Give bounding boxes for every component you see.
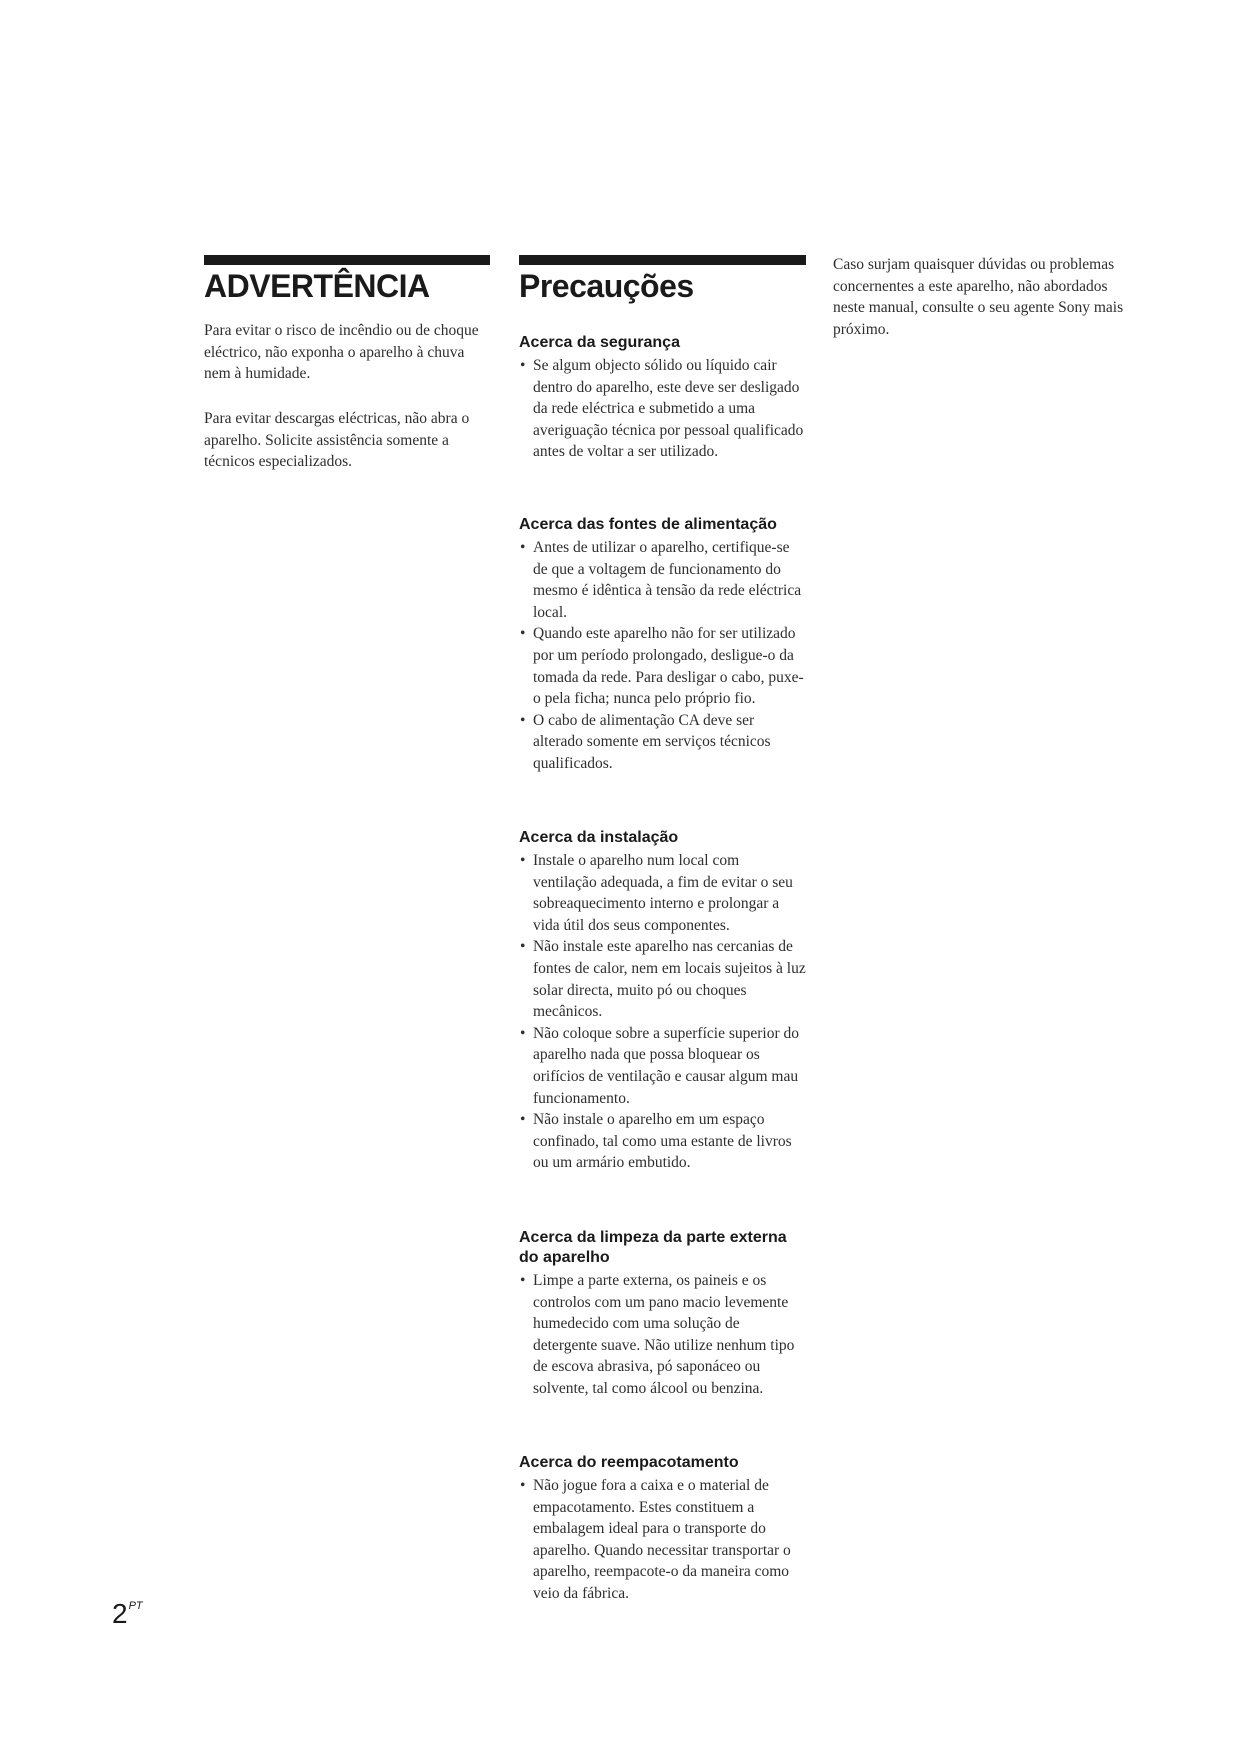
section-heading: Acerca das fontes de alimentação	[519, 516, 777, 533]
bullet-list	[519, 1475, 806, 1605]
bullet-list	[519, 537, 806, 775]
section-heading: Acerca da instalação	[519, 829, 679, 846]
list-item: • Limpe a parte externa, os paineis e os controlos com um pano macio levemente humedecido com uma solução de detergente suave. Não utilize nenhum tipo de escova abrasiva, pó saponáceo ou solvente, tal como álcool ou benzina.	[519, 1270, 806, 1400]
section-heading: Acerca da limpeza da parte externa do aparelho	[519, 1229, 787, 1266]
list-item: • Não jogue fora a caixa e o material de empacotamento. Estes constituem a embalagem ideal para o transporte do aparelho. Quando necessitar transportar o aparelho, reempacote-o da maneira como veio da fábrica.	[519, 1475, 806, 1605]
warning-paragraph-shock: Para evitar descargas eléctricas, não abra o aparelho. Solicite assistência somente a técnicos especializados.	[204, 410, 470, 470]
bullet-list	[519, 1270, 806, 1400]
list-item: • O cabo de alimentação CA deve ser alterado somente em serviços técnicos qualificados.	[519, 710, 806, 775]
contact-note: Caso surjam quaisquer dúvidas ou problemas concernentes a este aparelho, não abordados neste manual, consulte o seu agente Sony mais próximo.	[833, 256, 1124, 338]
list-item: • Quando este aparelho não for ser utilizado por um período prolongado, desligue-o da tomada da rede. Para desligar o cabo, puxe-o pela ficha; nunca pelo próprio fio.	[519, 623, 806, 709]
section-repacking	[519, 1453, 806, 1605]
page-number	[112, 1598, 143, 1630]
section-installation	[519, 828, 806, 1174]
section-safety	[519, 333, 806, 463]
list-item: • Instale o aparelho num local com ventilação adequada, a fim de evitar o seu sobreaquecimento interno e prolongar a vida útil dos seus componentes.	[519, 850, 806, 936]
list-item: • Antes de utilizar o aparelho, certifique-se de que a voltagem de funcionamento do mesmo é idêntica à tensão da rede eléctrica local.	[519, 537, 806, 623]
bullet-list	[519, 355, 806, 463]
warning-title: ADVERTÊNCIA	[204, 268, 430, 304]
section-cleaning	[519, 1228, 806, 1400]
warning-paragraph-fire: Para evitar o risco de incêndio ou de choque eléctrico, não exponha o aparelho à chuva nem à humidade.	[204, 322, 479, 382]
section-heading: Acerca da segurança	[519, 334, 680, 351]
page-language-suffix: PT	[128, 1600, 143, 1612]
list-item: • Não coloque sobre a superfície superior do aparelho nada que possa bloquear os orifícios de ventilação e causar algum mau funcionamento.	[519, 1023, 806, 1109]
bullet-list	[519, 850, 806, 1174]
page-number-value: 2	[112, 1598, 128, 1629]
section-power-sources	[519, 515, 806, 775]
precautions-title: Precauções	[519, 268, 694, 304]
list-item: • Não instale este aparelho nas cercanias de fontes de calor, nem em locais sujeitos à luz solar directa, muito pó ou choques mecânicos.	[519, 936, 806, 1022]
list-item: • Se algum objecto sólido ou líquido cair dentro do aparelho, este deve ser desligado da rede eléctrica e submetido a uma averiguação técnica por pessoal qualificado antes de voltar a ser utilizado.	[519, 355, 806, 463]
section-heading: Acerca do reempacotamento	[519, 1454, 739, 1471]
list-item: • Não instale o aparelho em um espaço confinado, tal como uma estante de livros ou um armário embutido.	[519, 1109, 806, 1174]
